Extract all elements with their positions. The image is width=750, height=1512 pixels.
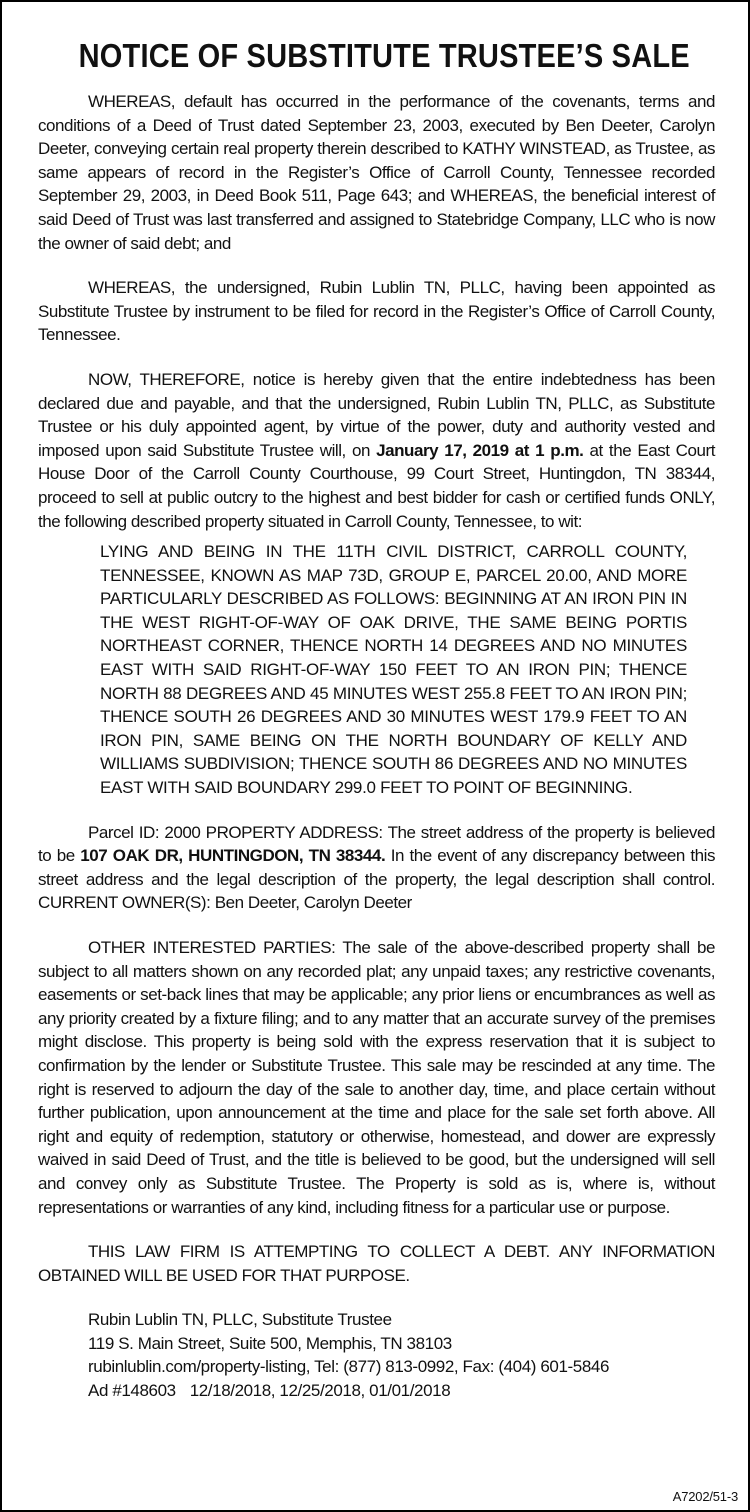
ad-dates: 12/18/2018, 12/25/2018, 01/01/2018 [189,1380,451,1400]
property-text-before: Parcel ID: 2000 PROPERTY ADDRESS: The street address of the property is believed to be [38,822,715,866]
ad-number: Ad #148603 [88,1380,176,1400]
paragraph-whereas-appointed: WHEREAS, the undersigned, Rubin Lublin TN, PLLC, having been appointed as Substitute Trustee by instrument to be filed for record in the Register’s Office of Carroll County, Tennessee. [38,278,715,345]
paragraph-debt-collection: THIS LAW FIRM IS ATTEMPTING TO COLLECT A DEBT. ANY INFORMATION OBTAINED WILL BE USED FOR THAT PURPOSE. [38,1242,715,1285]
property-address: 107 OAK DR, HUNTINGDON, TN 38344. [80,846,386,866]
now-therefore-text-before: NOW, THEREFORE, notice is hereby given that the entire indebtedness has been declared due and payable, and that the undersigned, Rubin Lublin TN, PLLC, as Substitute Trustee or his duly appointed agent, by virtue of the power, duty and authority vested and imposed upon said Substitute Trustee will, on [38,369,715,460]
paragraph-now-therefore [38,368,715,533]
signature-address: 119 S. Main Street, Suite 500, Memphis, TN 38103 [88,1333,452,1353]
ad-line [88,1379,715,1402]
legal-description: LYING AND BEING IN THE 11TH CIVIL DISTRICT, CARROLL COUNTY, TENNESSEE, KNOWN AS MAP 73D, GROUP E, PARCEL 20.00, AND MORE PARTICULARLY DESCRIBED AS FOLLOWS: BEGINNING AT AN IRON PIN IN THE WEST RIGHT-OF-WAY OF OAK DRIVE, THE SAME BEING PORTIS NORTHEAST CORNER, THENCE NORTH 14 DEGREES AND NO MINUTES EAST WITH SAID RIGHT-OF-WAY 150 FEET TO AN IRON PIN; THENCE NORTH 88 DEGREES AND 45 MINUTES WEST 255.8 FEET TO AN IRON PIN; THENCE SOUTH 26 DEGREES AND 30 MINUTES WEST 179.9 FEET TO AN IRON PIN, SAME BEING ON THE NORTH BOUNDARY OF KELLY AND WILLIAMS SUBDIVISION; THENCE SOUTH 86 DEGREES AND NO MINUTES EAST WITH SAID BOUNDARY 299.0 FEET TO POINT OF BEGINNING. [100,542,687,798]
paragraph-whereas-default: WHEREAS, default has occurred in the performance of the covenants, terms and conditions of a Deed of Trust dated September 23, 2003, executed by Ben Deeter, Carolyn Deeter, conveying certain real property therein described to KATHY WINSTEAD, as Trustee, as same appears of record in the Register’s Office of Carroll County, Tennessee recorded September 29, 2003, in Deed Book 511, Page 643; and WHEREAS, the beneficial interest of said Deed of Trust was last transferred and assigned to Statebridge Company, LLC who is now the owner of said debt; and [38,92,715,253]
sale-datetime: January 17, 2019 at 1 p.m. [376,440,584,460]
property-text-after: In the event of any discrepancy between this street address and the legal description of the property, the legal description shall control. CURRENT OWNER(S): Ben Deeter, Carolyn Deeter [38,846,715,913]
paragraph-property-address [38,821,715,915]
signature-block [88,1308,715,1402]
ad-code: A7202/51-3 [672,1489,738,1504]
signature-contact: rubinlublin.com/property-listing, Tel: (877) 813-0992, Fax: (404) 601-5846 [88,1357,609,1377]
signature-firm: Rubin Lublin TN, PLLC, Substitute Trustee [88,1310,392,1330]
now-therefore-text-after: at the East Court House Door of the Carroll County Courthouse, 99 Court Street, Huntingdon, TN 38344, proceed to sell at public outcry to the highest and best bidder for cash or certified funds ONLY, the following described property situated in Carroll County, Tennessee, to wit: [38,440,715,531]
paragraph-other-interested-parties: OTHER INTERESTED PARTIES: The sale of the above-described property shall be subject to all matters shown on any recorded plat; any unpaid taxes; any restrictive covenants, easements or set-back lines that may be applicable; any prior liens or encumbrances as well as any priority created by a fixture filing; and to any matter that an accurate survey of the premises might disclose. This property is being sold with the express reservation that it is subject to confirmation by the lender or Substitute Trustee. This sale may be rescinded at any time. The right is reserved to adjourn the day of the sale to another day, time, and place certain without further publication, upon announcement at the time and place for the sale set forth above. All right and equity of redemption, statutory or otherwise, homestead, and dower are expressly waived in said Deed of Trust, and the title is believed to be good, but the undersigned will sell and convey only as Substitute Trustee. The Property is sold as is, where is, without representations or warranties of any kind, including fitness for a particular use or purpose. [38,938,715,1217]
notice-title: NOTICE OF SUBSTITUTE TRUSTEE’S SALE [78,37,690,74]
